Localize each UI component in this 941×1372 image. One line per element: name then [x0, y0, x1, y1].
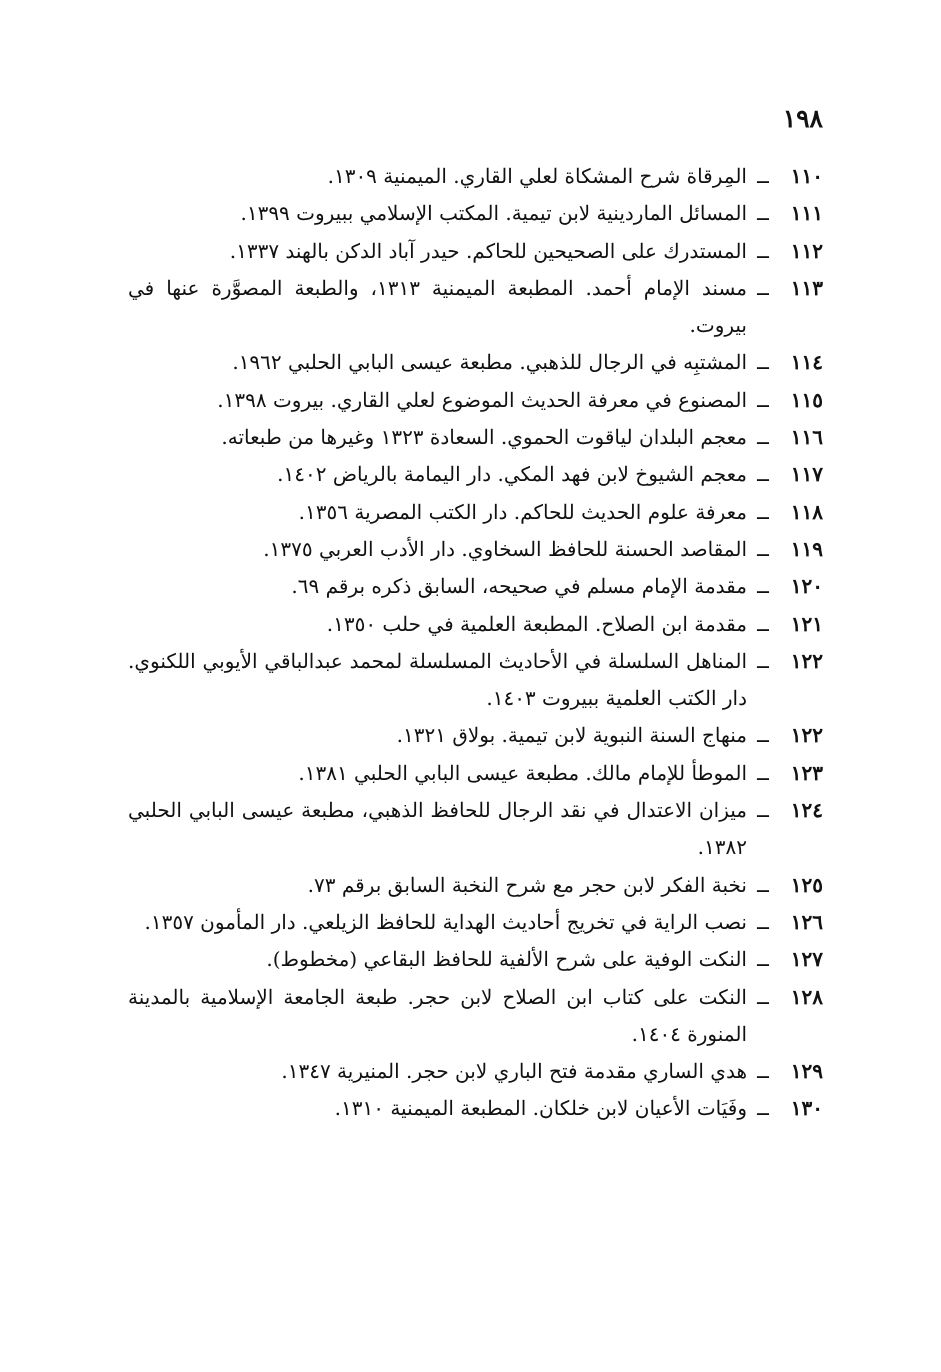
bibliography-list — [128, 158, 823, 1128]
entry-number: ١٢٢ — [790, 648, 823, 673]
entry-dash: ــ — [757, 611, 769, 636]
entry-dash: ــ — [757, 201, 769, 226]
bibliography-entry — [128, 456, 823, 493]
entry-number: ١٢٤ — [790, 798, 823, 823]
entry-text: منهاج السنة النبوية لابن تيمية. بولاق ١٣٢١. — [396, 723, 747, 748]
entry-number: ١١٩ — [790, 536, 823, 561]
entry-number: ١١١ — [790, 201, 823, 226]
entry-text: ميزان الاعتدال في نقد الرجال للحافظ الذهبي، مطبعة عيسى البابي الحلبي ١٣٨٢. — [128, 798, 747, 860]
entry-text: النكت الوفية على شرح الألفية للحافظ البقاعي (مخطوط). — [266, 947, 747, 972]
bibliography-entry — [128, 867, 823, 904]
bibliography-entry — [128, 494, 823, 531]
bibliography-entry — [128, 792, 823, 867]
entry-text: مقدمة ابن الصلاح. المطبعة العلمية في حلب ١٣٥٠. — [326, 611, 747, 636]
entry-text: مسند الإمام أحمد. المطبعة الميمنية ١٣١٣، والطبعة المصوَّرة عنها في بيروت. — [128, 275, 747, 338]
bibliography-entry — [128, 643, 823, 718]
bibliography-entry — [128, 606, 823, 643]
entry-text: نصب الراية في تخريج أحاديث الهداية للحافظ الزيلعي. دار المأمون ١٣٥٧. — [144, 909, 747, 934]
entry-dash: ــ — [757, 648, 769, 673]
entry-number: ١١٥ — [790, 387, 823, 412]
bibliography-entry — [128, 419, 823, 456]
entry-text: المِرقاة شرح المشكاة لعلي القاري. الميمنية ١٣٠٩. — [327, 164, 747, 188]
entry-text: معرفة علوم الحديث للحاكم. دار الكتب المصرية ١٣٥٦. — [298, 499, 747, 524]
entry-text: معجم الشيوخ لابن فهد المكي. دار اليمامة بالرياض ١٤٠٢. — [277, 462, 747, 487]
entry-number: ١٢٩ — [790, 1059, 823, 1084]
entry-number: ١١٨ — [790, 499, 823, 524]
entry-dash: ــ — [757, 984, 769, 1009]
entry-dash: ــ — [757, 760, 769, 785]
entry-text: النكت على كتاب ابن الصلاح لابن حجر. طبعة الجامعة الإسلامية بالمدينة المنورة ١٤٠٤. — [128, 984, 747, 1046]
bibliography-entry — [128, 755, 823, 792]
entry-number: ١١٤ — [790, 350, 823, 375]
entry-dash: ــ — [757, 164, 769, 188]
entry-number: ١٢٠ — [790, 574, 823, 599]
entry-dash: ــ — [757, 350, 769, 375]
entry-number: ١٢٥ — [790, 872, 823, 897]
entry-dash: ــ — [757, 425, 769, 450]
bibliography-entry — [128, 717, 823, 754]
entry-text: الموطأ للإمام مالك. مطبعة عيسى البابي الحلبي ١٣٨١. — [298, 760, 747, 785]
entry-number: ١١٣ — [790, 275, 823, 300]
bibliography-entry — [128, 233, 823, 270]
entry-text: المصنوع في معرفة الحديث الموضوع لعلي القاري. بيروت ١٣٩٨. — [217, 387, 747, 412]
bibliography-entry — [128, 979, 823, 1054]
bibliography-entry — [128, 904, 823, 941]
entry-number: ١٢١ — [790, 611, 823, 636]
entry-text: مقدمة الإمام مسلم في صحيحه، السابق ذكره برقم ٦٩. — [291, 574, 747, 599]
bibliography-entry — [128, 158, 823, 195]
entry-dash: ــ — [757, 1096, 769, 1121]
bibliography-entry — [128, 344, 823, 381]
page-number: ١٩٨ — [782, 104, 823, 133]
entry-text: هدي الساري مقدمة فتح الباري لابن حجر. المنيرية ١٣٤٧. — [281, 1059, 747, 1084]
entry-dash: ــ — [757, 798, 769, 823]
bibliography-entry — [128, 270, 823, 345]
entry-dash: ــ — [757, 947, 769, 972]
entry-dash: ــ — [757, 536, 769, 561]
entry-number: ١١٢ — [790, 238, 823, 263]
entry-number: ١٢٧ — [790, 947, 823, 972]
entry-text: المقاصد الحسنة للحافظ السخاوي. دار الأدب العربي ١٣٧٥. — [263, 536, 747, 561]
entry-number: ١١٦ — [790, 425, 823, 450]
bibliography-entry — [128, 1053, 823, 1090]
entry-number: ١١٧ — [790, 462, 823, 487]
entry-text: المسائل الماردينية لابن تيمية. المكتب الإسلامي ببيروت ١٣٩٩. — [240, 201, 747, 226]
entry-text: المشتبِه في الرجال للذهبي. مطبعة عيسى البابي الحلبي ١٩٦٢. — [232, 350, 747, 375]
entry-dash: ــ — [757, 872, 769, 897]
entry-number: ١٣٠ — [790, 1096, 823, 1121]
entry-dash: ــ — [757, 1059, 769, 1084]
entry-dash: ــ — [757, 499, 769, 524]
bibliography-entry — [128, 382, 823, 419]
entry-dash: ــ — [757, 723, 769, 748]
entry-number: ١٢٦ — [790, 909, 823, 934]
bibliography-entry — [128, 531, 823, 568]
entry-text: معجم البلدان لياقوت الحموي. السعادة ١٣٢٣ وغيرها من طبعاته. — [221, 425, 747, 450]
entry-dash: ــ — [757, 238, 769, 263]
entry-number: ١٢٨ — [790, 984, 823, 1009]
entry-number: ١١٠ — [790, 164, 823, 188]
entry-text: المناهل السلسلة في الأحاديث المسلسلة لمحمد عبدالباقي الأيوبي اللكنوي. دار الكتب العلمية ببيروت ١٤٠٣. — [128, 648, 747, 711]
entry-number: ١٢٣ — [790, 760, 823, 785]
entry-dash: ــ — [757, 387, 769, 412]
bibliography-entry — [128, 1090, 823, 1127]
entry-dash: ــ — [757, 574, 769, 599]
entry-text: نخبة الفكر لابن حجر مع شرح النخبة السابق برقم ٧٣. — [307, 872, 747, 897]
entry-dash: ــ — [757, 275, 769, 300]
entry-dash: ــ — [757, 909, 769, 934]
entry-number: ١٢٢ — [790, 723, 823, 748]
bibliography-entry — [128, 941, 823, 978]
bibliography-entry — [128, 195, 823, 232]
entry-text: المستدرك على الصحيحين للحاكم. حيدر آباد الدكن بالهند ١٣٣٧. — [229, 238, 747, 263]
entry-text: وفَيَات الأعيان لابن خلكان. المطبعة الميمنية ١٣١٠. — [334, 1096, 747, 1121]
bibliography-entry — [128, 568, 823, 605]
entry-dash: ــ — [757, 462, 769, 487]
